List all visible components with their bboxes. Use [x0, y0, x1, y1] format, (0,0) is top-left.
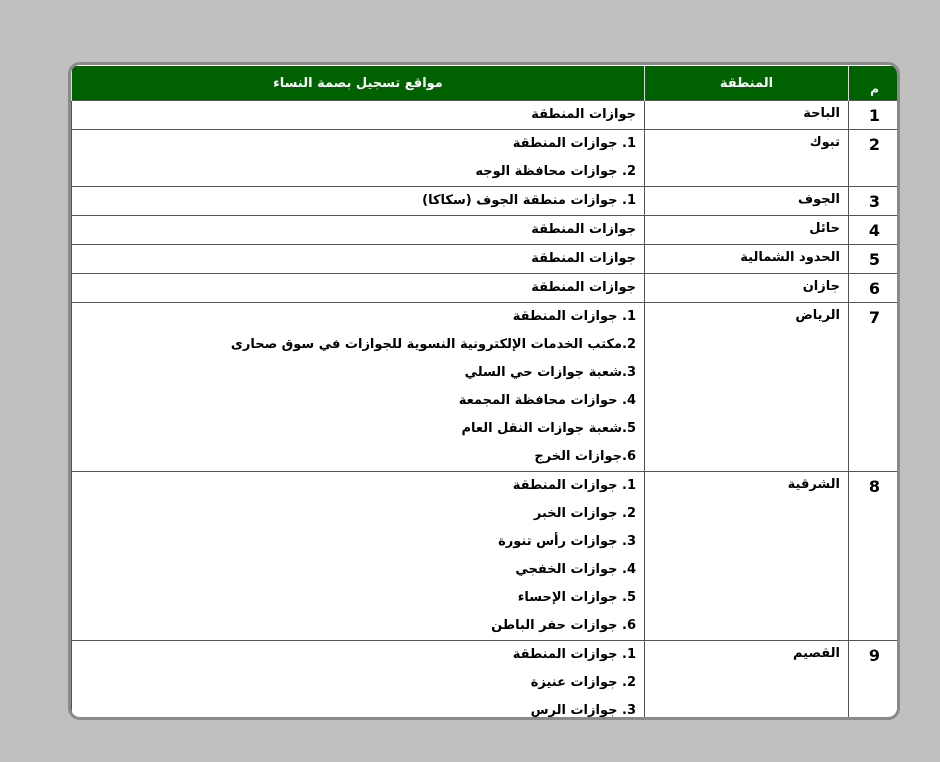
location-item: جوازات المنطقة [531, 222, 636, 237]
header-num[interactable]: م [849, 66, 901, 101]
row-number-cell[interactable]: 9 [849, 641, 901, 721]
location-item: 1. جوازات المنطقة [512, 478, 636, 493]
region-cell[interactable]: الباحة [645, 101, 849, 130]
locations-cell[interactable] [72, 101, 645, 130]
locations-cell[interactable] [72, 245, 645, 274]
header-locations[interactable]: مواقع تسجيل بصمة النساء [72, 66, 645, 101]
location-item: 2. جوازات عنيزة [530, 675, 636, 690]
location-item: 1. جوازات المنطقة [512, 309, 636, 324]
table-row [72, 303, 901, 472]
region-cell[interactable]: حائل [645, 216, 849, 245]
region-cell[interactable]: الحدود الشمالية [645, 245, 849, 274]
row-number-cell[interactable]: 4 [849, 216, 901, 245]
locations-cell[interactable] [72, 130, 645, 187]
row-number-cell[interactable]: 2 [849, 130, 901, 187]
location-item: 1. جوازات المنطقة [512, 647, 636, 662]
table-row [72, 216, 901, 245]
locations-cell[interactable] [72, 187, 645, 216]
row-number-cell[interactable]: 8 [849, 472, 901, 641]
location-item: 2.مكتب الخدمات الإلكترونية النسوية للجوازات في سوق صحارى [230, 337, 636, 352]
location-item: 3. جوازات الرس [530, 703, 636, 718]
row-number-cell[interactable]: 6 [849, 274, 901, 303]
table-row [72, 472, 901, 641]
location-item: 4. حوازات محافظة المجمعة [458, 393, 636, 408]
row-number-cell[interactable]: 5 [849, 245, 901, 274]
location-item: جوازات المنطقة [531, 280, 636, 295]
location-item: 1. جوازات منطقة الجوف (سكاكا) [422, 193, 636, 208]
table-body [72, 101, 901, 721]
location-item: 2. جوازات محافظة الوجه [475, 164, 636, 179]
region-cell[interactable]: الرياض [645, 303, 849, 472]
location-item: 5. جوازات الإحساء [517, 590, 636, 605]
location-item: 3.شعبة جوازات حي السلي [464, 365, 636, 380]
table-header-row [72, 66, 901, 101]
row-number-cell[interactable]: 7 [849, 303, 901, 472]
location-item: 3. جوازات رأس تنورة [498, 534, 636, 549]
location-item: 4. جوازات الخفجي [515, 562, 636, 577]
row-number-cell[interactable]: 1 [849, 101, 901, 130]
spreadsheet-sheet [68, 62, 900, 720]
location-item: جوازات المنطقة [531, 251, 636, 266]
location-item: جوازات المنطقة [531, 107, 636, 122]
table-row [72, 641, 901, 721]
registration-locations-table [71, 66, 900, 720]
location-item: 6.جوازات الخرج [534, 449, 636, 464]
locations-cell[interactable] [72, 216, 645, 245]
locations-cell[interactable] [72, 641, 645, 721]
region-cell[interactable]: تبوك [645, 130, 849, 187]
table-row [72, 101, 901, 130]
row-number-cell[interactable]: 3 [849, 187, 901, 216]
region-cell[interactable]: الجوف [645, 187, 849, 216]
locations-cell[interactable] [72, 303, 645, 472]
table-row [72, 187, 901, 216]
table-row [72, 274, 901, 303]
location-item: 6. جوازات حفر الباطن [491, 618, 636, 633]
locations-cell[interactable] [72, 472, 645, 641]
location-item: 5.شعبة جوازات النقل العام [461, 421, 636, 436]
table-row [72, 130, 901, 187]
table-row [72, 245, 901, 274]
region-cell[interactable]: جازان [645, 274, 849, 303]
region-cell[interactable]: القصيم [645, 641, 849, 721]
location-item: 2. جوازات الخبر [533, 506, 636, 521]
header-region[interactable]: المنطقة [645, 66, 849, 101]
region-cell[interactable]: الشرقية [645, 472, 849, 641]
location-item: 1. جوازات المنطقة [512, 136, 636, 151]
locations-cell[interactable] [72, 274, 645, 303]
